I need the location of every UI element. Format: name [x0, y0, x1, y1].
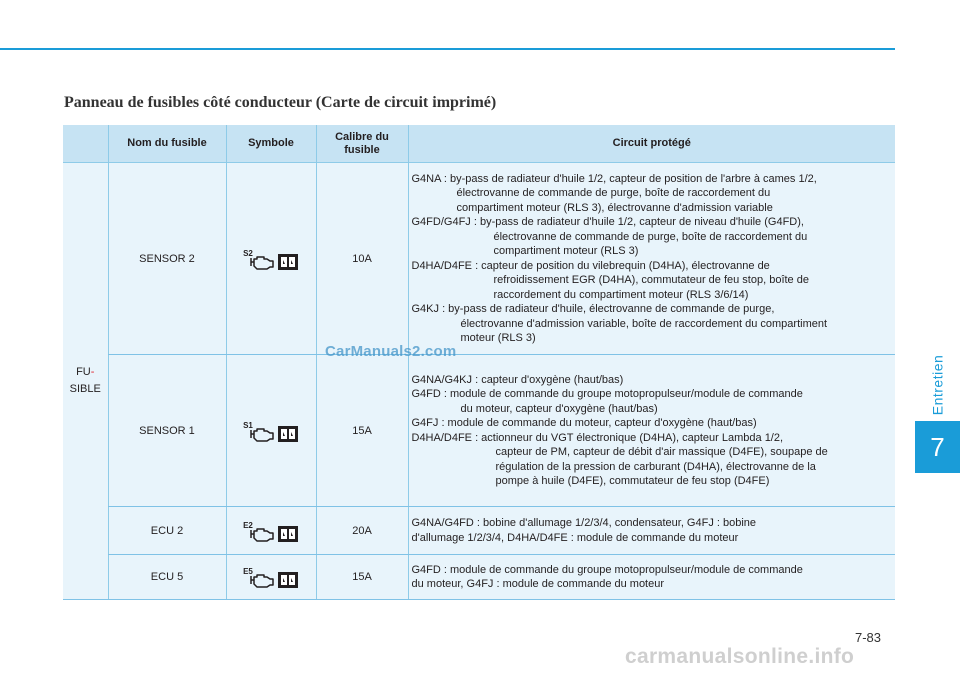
circuit-line: D4HA/D4FE : actionneur du VGT électronique (D4HA), capteur Lambda 1/2, — [411, 431, 784, 444]
fuse-name: SENSOR 1 — [108, 355, 226, 507]
fuse-rating: 10A — [316, 163, 408, 355]
page-number: 7-83 — [855, 630, 882, 645]
circuit-line: du moteur, capteur d'oxygène (haut/bas) — [460, 402, 658, 415]
fuse-symbol — [226, 163, 316, 355]
fuse-code: S1 — [243, 420, 253, 430]
circuit-line: G4FD : module de commande du groupe motopropulseur/module de commande — [411, 388, 803, 400]
fuse-symbol — [226, 507, 316, 555]
fuse-name: ECU 2 — [108, 507, 226, 555]
circuit-line: G4FD : module de commande du groupe motopropulseur/module de commande — [411, 563, 803, 576]
table-row — [63, 355, 895, 507]
circuit-line: G4KJ : by-pass de radiateur d'huile, électrovanne de commande de purge, — [411, 303, 775, 315]
site-watermark: CarManuals2.com — [325, 343, 457, 360]
footer-watermark: carmanualsonline.info — [625, 645, 855, 668]
fuse-rating: 15A — [316, 555, 408, 600]
circuit-line: G4FD/G4FJ : by-pass de radiateur d'huile 1/2, capteur de niveau d'huile (G4FD), — [411, 216, 804, 228]
circuit-line: compartiment moteur (RLS 3), électrovanne d'admission variable — [456, 201, 773, 214]
circuit-description — [408, 555, 895, 600]
circuit-line: pompe à huile (D4FE), commutateur de feu stop (D4FE) — [495, 475, 770, 487]
header-fuse-name: Nom du fusible — [108, 125, 226, 163]
circuit-line: G4NA/G4KJ : capteur d'oxygène (haut/bas) — [411, 373, 624, 386]
manual-book-icon — [277, 525, 299, 543]
table-row — [63, 555, 895, 600]
circuit-description — [408, 507, 895, 555]
circuit-line: compartiment moteur (RLS 3) — [493, 245, 639, 257]
fuse-symbol-group — [243, 567, 299, 589]
fuse-symbol-group — [243, 248, 299, 271]
fuse-code: S2 — [243, 248, 253, 258]
header-rule — [0, 48, 895, 50]
fuse-group-cell — [63, 163, 108, 600]
circuit-line: électrovanne d'admission variable, boîte de raccordement du compartiment — [460, 317, 828, 330]
group-label-line2: SIBLE — [69, 383, 101, 395]
header-circuit: Circuit protégé — [408, 125, 895, 163]
table-row — [63, 163, 895, 355]
fuse-symbol — [226, 555, 316, 600]
circuit-line: capteur de PM, capteur de débit d'air massique (D4FE), soupape de — [495, 446, 828, 458]
circuit-description — [408, 163, 895, 355]
circuit-line: G4NA/G4FD : bobine d'allumage 1/2/3/4, condensateur, G4FJ : bobine — [411, 517, 757, 529]
fuse-name: SENSOR 2 — [108, 163, 226, 355]
fuse-code: E2 — [243, 520, 253, 530]
circuit-line: régulation de la pression de carburant (D4HA), électrovanne de la — [495, 460, 816, 473]
fuse-code: E5 — [243, 567, 253, 576]
table-header-row — [63, 125, 895, 163]
header-symbol: Symbole — [226, 125, 316, 163]
engine-check-icon — [249, 253, 277, 271]
section-side-tab — [915, 352, 960, 418]
header-rating: Calibre du fusible — [316, 125, 408, 163]
manual-book-icon — [277, 571, 299, 589]
circuit-line: du moteur, G4FJ : module de commande du moteur — [411, 578, 665, 590]
chapter-number-box — [915, 421, 960, 473]
circuit-line: D4HA/D4FE : capteur de position du vilebrequin (D4HA), électrovanne de — [411, 259, 770, 272]
manual-book-icon — [277, 425, 299, 443]
chapter-number: 7 — [930, 431, 945, 462]
fuse-symbol-group — [243, 420, 299, 443]
circuit-description — [408, 355, 895, 507]
fuse-name: ECU 5 — [108, 555, 226, 600]
fuse-symbol — [226, 355, 316, 507]
engine-check-icon — [249, 571, 277, 589]
side-tab-label: Entretien — [929, 354, 946, 416]
fuse-symbol-group — [243, 520, 299, 543]
group-label-line1: FU — [76, 366, 91, 378]
fuse-rating: 20A — [316, 507, 408, 555]
circuit-line: G4FJ : module de commande du moteur, capteur d'oxygène (haut/bas) — [411, 417, 757, 429]
circuit-line: raccordement du compartiment moteur (RLS 3/6/14) — [493, 288, 749, 301]
circuit-line: d'allumage 1/2/3/4, D4HA/D4FE : module de commande du moteur — [411, 531, 739, 544]
circuit-line: électrovanne de commande de purge, boîte de raccordement du — [493, 230, 808, 243]
circuit-line: refroidissement EGR (D4HA), commutateur de feu stop, boîte de — [493, 274, 809, 286]
circuit-line: électrovanne de commande de purge, boîte de raccordement du — [456, 187, 771, 199]
fuse-rating: 15A — [316, 355, 408, 507]
fuse-table — [63, 125, 895, 600]
circuit-line: G4NA : by-pass de radiateur d'huile 1/2, capteur de position de l'arbre à cames 1/2, — [411, 172, 817, 185]
section-title: Panneau de fusibles côté conducteur (Carte de circuit imprimé) — [64, 94, 497, 111]
table-row — [63, 507, 895, 555]
circuit-line: moteur (RLS 3) — [460, 332, 536, 344]
group-hyphen: - — [90, 366, 95, 378]
header-empty — [63, 125, 108, 163]
engine-check-icon — [249, 525, 277, 543]
engine-check-icon — [249, 425, 277, 443]
manual-book-icon — [277, 253, 299, 271]
